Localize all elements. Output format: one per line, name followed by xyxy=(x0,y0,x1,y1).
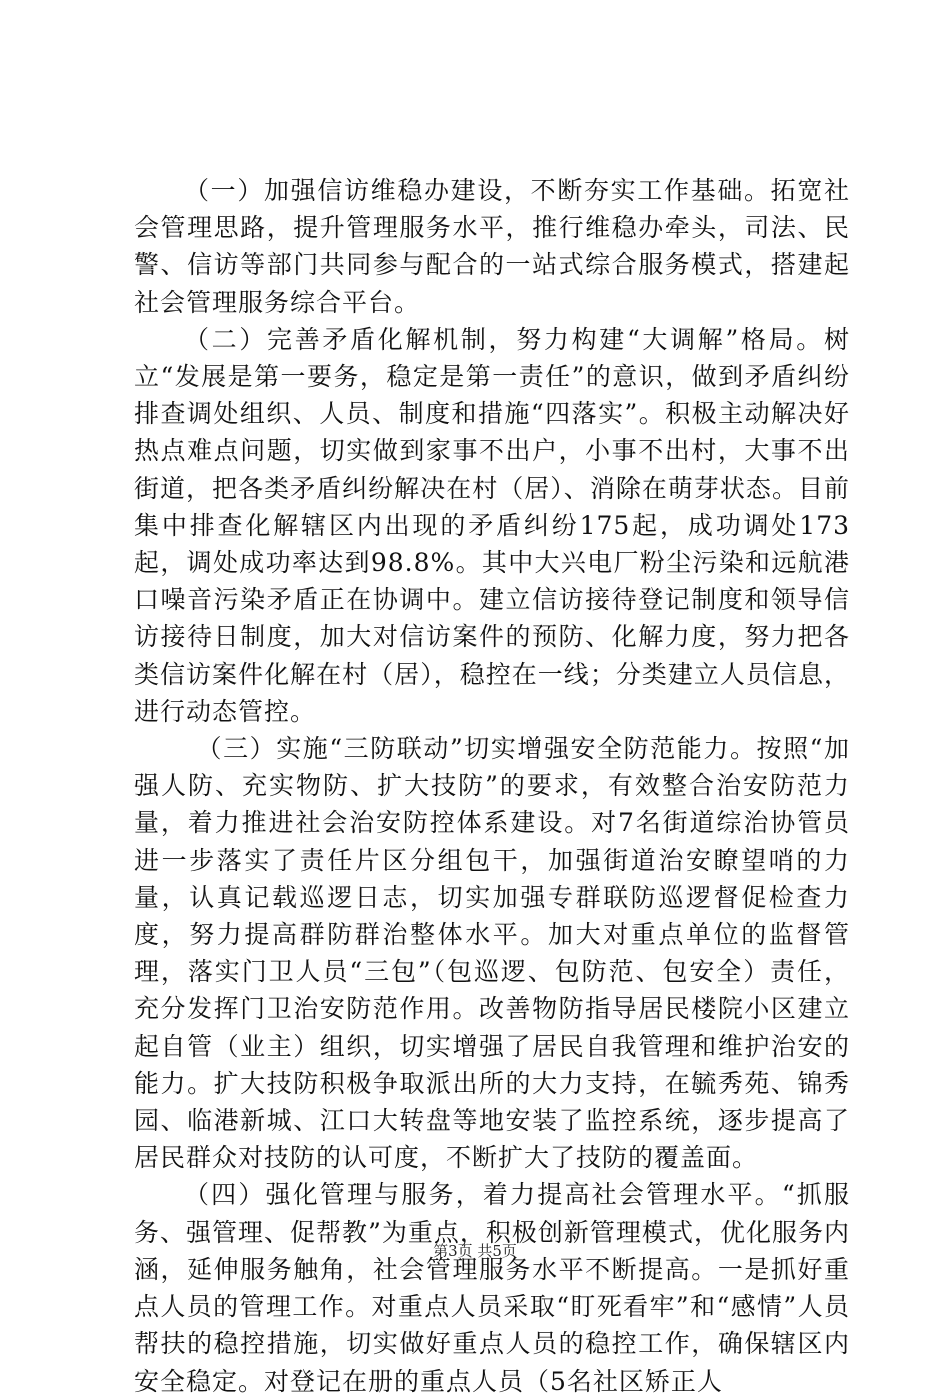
paragraph-4: （四）强化管理与服务，着力提高社会管理水平。“抓服务、强管理、促帮教”为重点，积极创新管理模式，优化服务内涵，延伸服务触角，社会管理服务水平不断提高。一是抓好重点人员的管理工作。对重点人员采取“盯死看牢”和“感情”人员帮扶的稳控措施，切实做好重点人员的稳控工作，确保辖区内安全稳定。对登记在册的重点人员（5名社区矫正人 xyxy=(134,1180,850,1396)
paragraph-1: （一）加强信访维稳办建设，不断夯实工作基础。拓宽社会管理思路，提升管理服务水平，推行维稳办牵头，司法、民警、信访等部门共同参与配合的一站式综合服务模式，搭建起社会管理服务综合平台。 xyxy=(134,176,850,317)
paragraph-3: （三）实施“三防联动”切实增强安全防范能力。按照“加强人防、充实物防、扩大技防”的要求，有效整合治安防范力量，着力推进社会治安防控体系建设。对7名街道综治协管员进一步落实了责任片区分组包干，加强街道治安瞭望哨的力量，认真记载巡逻日志，切实加强专群联防巡逻督促检查力度，努力提高群防群治整体水平。加大对重点单位的监督管理，落实门卫人员“三包”（包巡逻、包防范、包安全）责任，充分发挥门卫治安防范作用。改善物防指导居民楼院小区建立起自管（业主）组织，切实增强了居民自我管理和维护治安的能力。扩大技防积极争取派出所的大力支持，在毓秀苑、锦秀园、临港新城、江口大转盘等地安装了监控系统，逐步提高了居民群众对技防的认可度，不断扩大了技防的覆盖面。 xyxy=(134,734,850,1173)
document-body xyxy=(134,172,850,1400)
page-footer: 第3页 共5页 xyxy=(433,1242,517,1260)
paragraph-2: （二）完善矛盾化解机制，努力构建“大调解”格局。树立“发展是第一要务，稳定是第一责任”的意识，做到矛盾纠纷排查调处组织、人员、制度和措施“四落实”。积极主动解决好热点难点问题，切实做到家事不出户，小事不出村，大事不出街道，把各类矛盾纠纷解决在村（居）、消除在萌芽状态。目前集中排查化解辖区内出现的矛盾纠纷175起，成功调处173起，调处成功率达到98.8%。其中大兴电厂粉尘污染和远航港口噪音污染矛盾正在协调中。建立信访接待登记制度和领导信访接待日制度，加大对信访案件的预防、化解力度，努力把各类信访案件化解在村（居），稳控在一线；分类建立人员信息，进行动态管控。 xyxy=(134,324,850,726)
